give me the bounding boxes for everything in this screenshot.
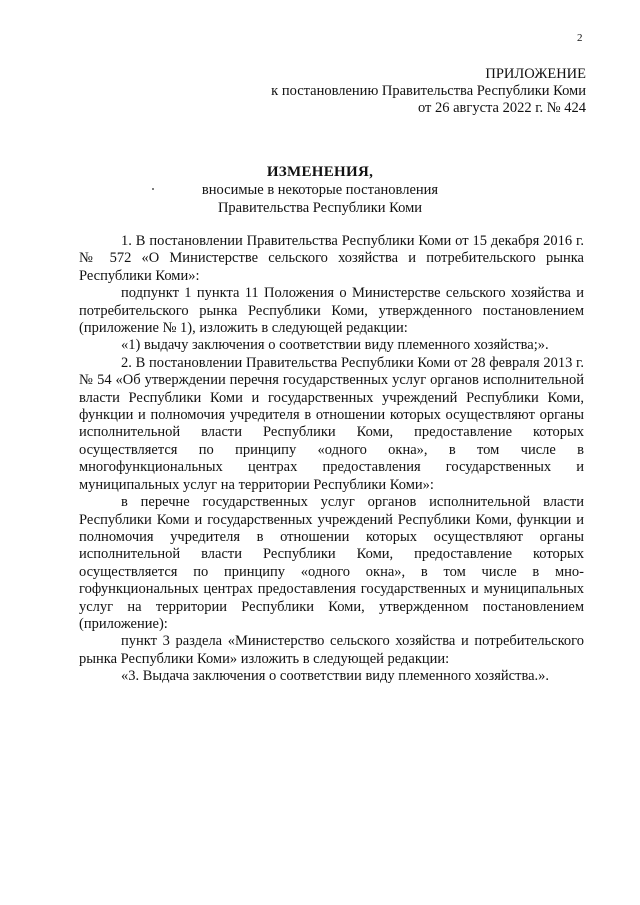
document-body bbox=[79, 233, 584, 686]
document-heading bbox=[0, 163, 640, 217]
paragraph-4: 2. В постановлении Правительства Республики Коми от 28 февраля 2013 г. № 54 «Об утверждении перечня государственных услуг органов исполнительной власти Республики Коми и государственных учреждений Республики Коми, функции и полномочия учредителя в отношении которых осуществляют органы исполнительной власти Республики Коми, предоставление которых осуществляется по принципу «одного окна», в том числе в многофункциональных центрах предоставления государственных и муниципальных услуг на территории Республики Коми»: bbox=[79, 354, 584, 493]
appendix-date-number: от 26 августа 2022 г. № 424 bbox=[417, 100, 586, 116]
paragraph-1: 1. В постановлении Правительства Республики Коми от 15 декабря 2016 г. № 572 «О Министерстве сельского хозяйства и потребительского рынка Республики Коми»: bbox=[79, 233, 584, 284]
paragraph-3: «1) выдачу заключения о соответствии виду племенного хозяйства;». bbox=[121, 337, 549, 354]
paragraph-7: «3. Выдача заключения о соответствии виду племенного хозяйства.». bbox=[121, 668, 550, 685]
document-subtitle-line2: Правительства Республики Коми bbox=[217, 200, 423, 216]
paragraph-2: подпункт 1 пункта 11 Положения о Министерстве сельского хозяйства и потребительского рынка Республики Коми, утвержденного постановлением (приложение № 1), изложить в следующей редакции: bbox=[79, 285, 584, 337]
paragraph-5: в перечне государственных услуг органов исполнительной власти Республики Коми и государственных учреждений Республики Коми, функции и полномочия учредителя в отношении которых осуществляют органы исполнительной власти Республики Коми, предоставление которых осуществляется по принципу «одного окна», в том числе в многофункциональных центрах предоставления государственных и муниципальных услуг на территории Республики Коми, утвержденном постановлением (приложение): bbox=[79, 494, 584, 632]
page-number: 2 bbox=[577, 32, 583, 44]
document-subtitle-line1: вносимые в некоторые постановления bbox=[201, 182, 439, 198]
appendix-label: ПРИЛОЖЕНИЕ bbox=[485, 66, 586, 82]
paragraph-6: пункт 3 раздела «Министерство сельского хозяйства и потребительского рынка Республики Коми» изложить в следующей редакции: bbox=[79, 633, 584, 667]
appendix-header bbox=[271, 66, 586, 117]
document-title: ИЗМЕНЕНИЯ, bbox=[266, 164, 374, 180]
appendix-resolution-line: к постановлению Правительства Республики Коми bbox=[271, 83, 586, 99]
